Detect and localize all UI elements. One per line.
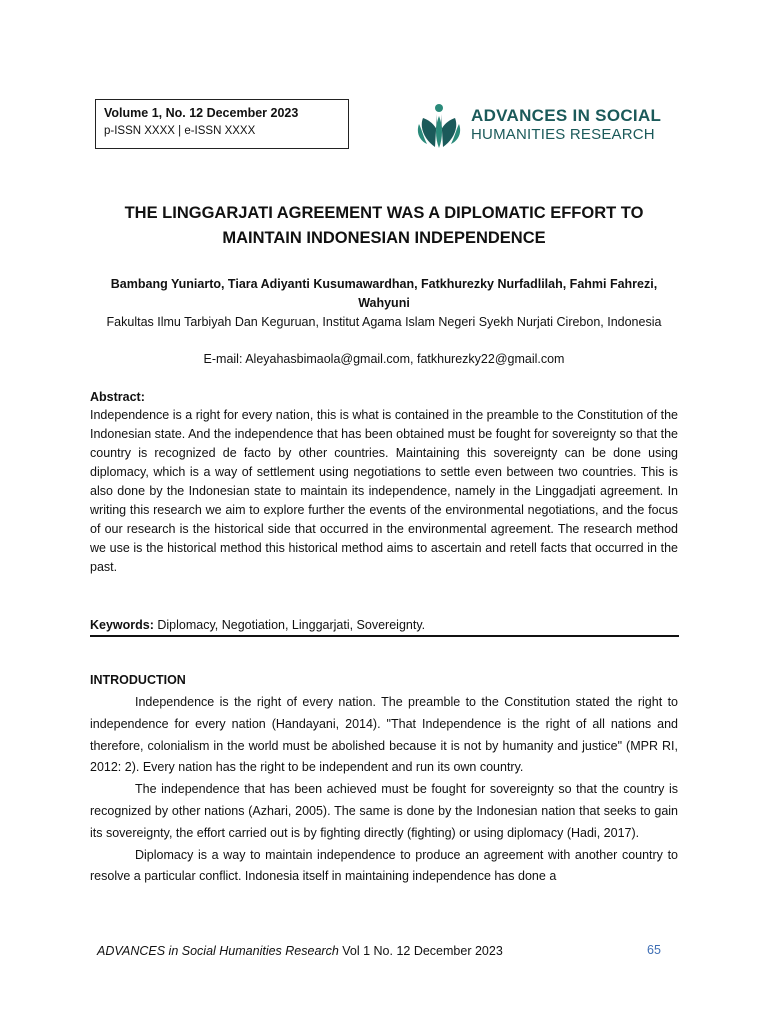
volume-text: Volume 1, No. 12 December 2023 xyxy=(104,106,299,120)
introduction-body xyxy=(90,692,678,888)
footer-issue: Vol 1 No. 12 December 2023 xyxy=(338,944,503,958)
journal-logo xyxy=(413,100,673,152)
page-footer xyxy=(97,942,503,960)
logo-line1: ADVANCES IN SOCIAL xyxy=(471,106,662,125)
logo-text xyxy=(471,106,661,144)
keywords-text: Diplomacy, Negotiation, Linggarjati, Sovereignty. xyxy=(153,618,426,632)
keywords xyxy=(90,616,425,634)
abstract-text: Independence is a right for every nation, this is what is contained in the preamble to the Constitution of the Indonesian state. And the independence that has been obtained must be fought for sovereignty so that the country is recognized de facto by other countries. Maintaining this sovereignty can be done using diplomacy, which is a way of settlement using negotiations to settle even between two countries. This is also done by the Indonesian state to maintain its independence, namely in the Linggadjati agreement. In writing this research we aim to explore further the events of the environmental negotiations, and the focus of our research is the historical side that occurred in the environmental agreement. The research method we use is the historical method this historical method aims to ascertain and retell facts that occurred in the past. xyxy=(90,408,678,574)
section-divider xyxy=(90,635,679,637)
email-line: E-mail: Aleyahasbimaola@gmail.com, fatkhurezky22@gmail.com xyxy=(203,352,565,366)
abstract-heading: Abstract: xyxy=(90,390,145,404)
intro-paragraph: Independence is the right of every nation. The preamble to the Constitution stated the right to independence for every nation (Handayani, 2014). "That Independence is the right of all nations and therefore, colonialism in the world must be abolished because it is not by humanity and justice" (MPR RI, 2012: 2). Every nation has the right to be independent and run its own country. xyxy=(90,695,678,775)
keywords-label: Keywords: xyxy=(90,618,154,632)
affiliation: Fakultas Ilmu Tarbiyah Dan Keguruan, Institut Agama Islam Negeri Syekh Nurjati Cirebon, Indonesia xyxy=(106,315,662,329)
authors: Bambang Yuniarto, Tiara Adiyanti Kusumawardhan, Fatkhurezky Nurfadlilah, Fahmi Fahrezi, Wahyuni xyxy=(110,277,658,310)
page-number: 65 xyxy=(647,943,661,957)
leaf-logo-icon xyxy=(413,100,465,152)
volume-info-box xyxy=(95,99,349,149)
logo-line2: HUMANITIES RESEARCH xyxy=(471,126,655,143)
paper-title: THE LINGGARJATI AGREEMENT WAS A DIPLOMATIC EFFORT TO MAINTAIN INDONESIAN INDEPENDENCE xyxy=(124,204,644,247)
intro-paragraph: Diplomacy is a way to maintain independence to produce an agreement with another country to resolve a particular conflict. Indonesia itself in maintaining independence has done a xyxy=(90,847,678,884)
intro-paragraph: The independence that has been achieved must be fought for sovereignty so that the country is recognized by other nations (Azhari, 2005). The same is done by the Indonesian nation that seeks to gain its sovereignty, the effort carried out is by fighting directly (fighting) or using diplomacy (Hadi, 2017). xyxy=(90,782,678,840)
introduction-heading: INTRODUCTION xyxy=(90,673,186,687)
footer-journal: ADVANCES in Social Humanities Research xyxy=(97,944,339,958)
issn-text: p-ISSN XXXX | e-ISSN XXXX xyxy=(104,125,256,137)
